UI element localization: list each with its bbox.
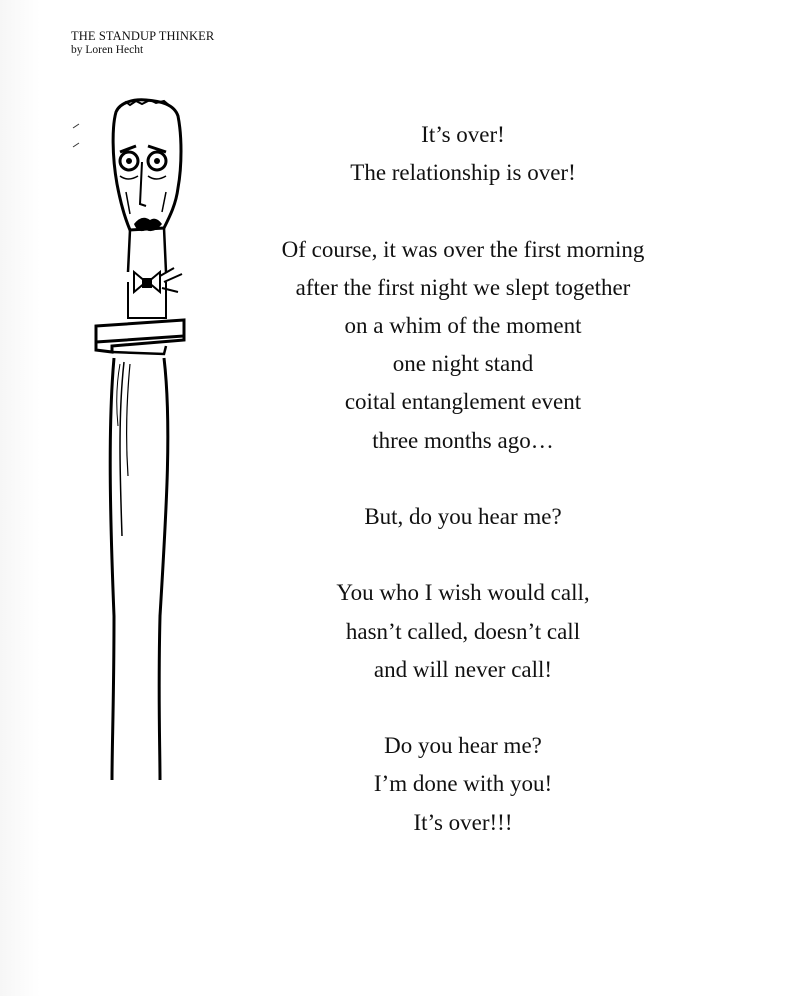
poem-line: coital entanglement event xyxy=(344,389,582,415)
poem-stanza xyxy=(240,231,686,460)
poem-line: It’s over!!! xyxy=(413,809,513,835)
poem-line: I’m done with you! xyxy=(373,771,553,797)
standup-thinker-figure-icon xyxy=(90,96,190,780)
page-header xyxy=(71,30,214,56)
poem-body xyxy=(240,116,686,842)
poem-stanza xyxy=(240,574,686,689)
poem-line: Do you hear me? xyxy=(384,733,542,759)
author-byline: by Loren Hecht xyxy=(71,43,144,56)
poem-line: It’s over! xyxy=(421,122,505,147)
poem-line: Of course, it was over the first morning xyxy=(281,236,645,262)
poem-line: But, do you hear me? xyxy=(364,504,562,529)
poem-line: hasn’t called, doesn’t call xyxy=(345,618,581,644)
poem-line: on a whim of the moment xyxy=(344,313,582,338)
poem-stanza xyxy=(240,116,686,192)
poem-line: The relationship is over! xyxy=(350,160,576,186)
poem-line: You who I wish would call, xyxy=(336,580,590,606)
poem-stanza xyxy=(240,498,686,536)
poem-line: one night stand xyxy=(392,351,534,377)
slash-marks-icon xyxy=(70,120,82,150)
poem-line: three months ago… xyxy=(372,427,554,453)
poem-stanza xyxy=(240,727,686,842)
poem-line: and will never call! xyxy=(373,656,553,682)
poem-line: after the first night we slept together xyxy=(295,274,631,300)
page-title: THE STANDUP THINKER xyxy=(71,29,215,43)
